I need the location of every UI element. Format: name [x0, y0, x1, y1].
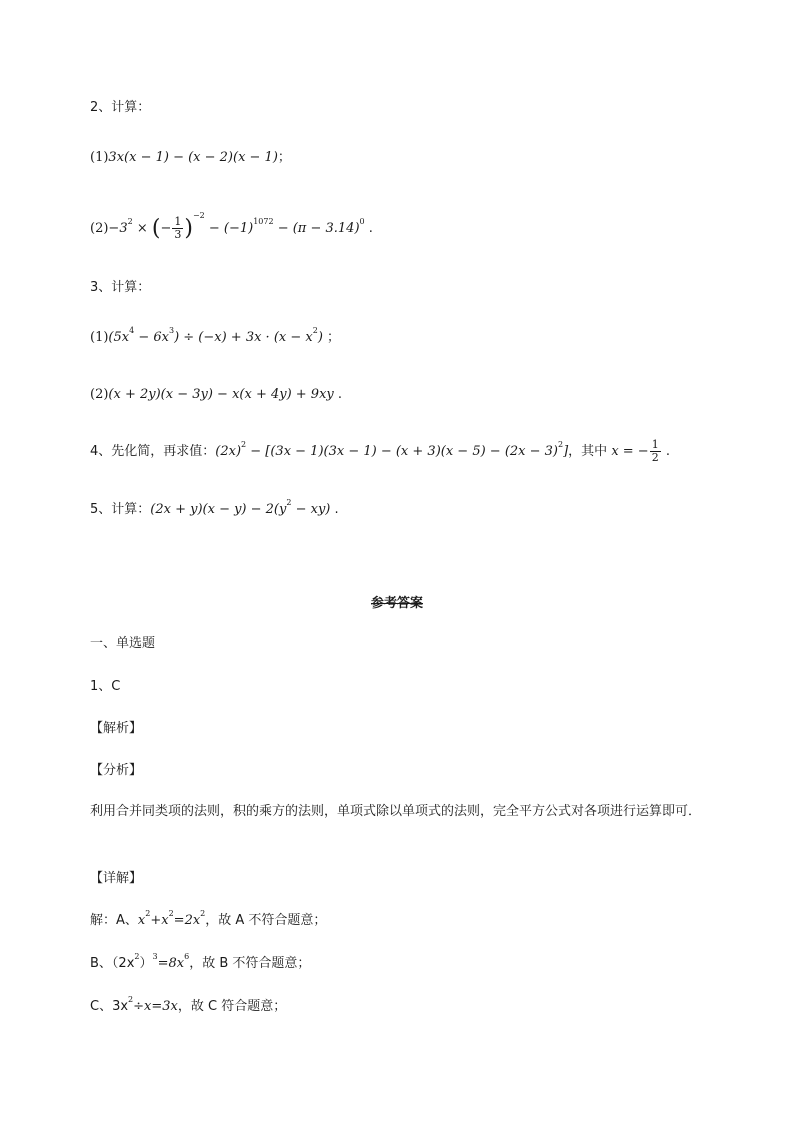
expression: 3x [108, 150, 125, 165]
solution-line-a [90, 911, 326, 931]
minus-sign: − [160, 221, 172, 236]
exponent: 2 [127, 217, 133, 226]
answers-heading-text: 参考答案 [370, 596, 423, 611]
expression: (2x) [215, 444, 242, 459]
exponent: 2 [200, 909, 206, 918]
exponent: 2 [241, 440, 247, 449]
solution-line-b [90, 954, 310, 974]
part-label: (2) [90, 221, 109, 236]
expression: − [(3x − 1)(3x − 1) − (x + 3)(x − 5) − (2x − 3) [246, 444, 558, 459]
exponent: 2 [558, 440, 564, 449]
numerator: 1 [174, 215, 182, 228]
detail-tag: 【详解】 [90, 871, 143, 886]
expression: x = − [611, 444, 649, 459]
expression: ) ÷ (−x) + 3x · (x − x [174, 330, 313, 345]
exponent: 2 [128, 995, 134, 1004]
punctuation: . [333, 387, 343, 402]
punctuation: . [661, 444, 670, 459]
expression: (x − 1) − (x − 2)(x − 1) [124, 150, 278, 165]
analysis-tag: 【解析】 [90, 721, 143, 736]
punctuation: ； [322, 330, 341, 345]
expression: =2x [173, 913, 201, 928]
exponent: 2 [145, 909, 151, 918]
problem-prefix: 4、先化简，再求值： [90, 444, 216, 459]
problem-3-title: 3、计算： [90, 280, 151, 295]
expression: (x + 2y)(x − 3y) − x(x + 4y) + 9xy [108, 387, 334, 402]
fenxi-text: 利用合并同类项的法则，积的乘方的法则，单项式除以单项式的法则，完全平方公式对各项进行运算即可． [90, 804, 702, 819]
exponent: 6 [184, 952, 190, 961]
expression: − 6x [134, 330, 169, 345]
operator: × [132, 221, 152, 236]
problem-5 [90, 500, 339, 520]
fraction [172, 216, 183, 241]
exponent: −2 [192, 211, 205, 220]
fraction [650, 439, 661, 464]
paren-close: ) [184, 216, 193, 241]
exponent: 3 [152, 952, 158, 961]
problem-4 [90, 437, 670, 467]
punctuation: ； [277, 150, 291, 165]
denominator: 3 [174, 228, 182, 241]
punctuation: . [364, 221, 373, 236]
denominator: 2 [651, 451, 659, 464]
expression: (5x [108, 330, 130, 345]
connector-text: ，其中 [568, 444, 612, 459]
problem-2-title: 2、计算： [90, 100, 151, 115]
exponent: 2 [312, 326, 318, 335]
line-prefix: C、3x [90, 999, 129, 1014]
exponent: 2 [286, 498, 292, 507]
numerator: 1 [651, 438, 659, 451]
line-tail: ，故 B 不符合题意； [189, 956, 311, 971]
line-prefix: B、（2x [90, 956, 135, 971]
expression: −3 [108, 221, 128, 236]
expression: x [137, 913, 146, 928]
problem-2-part-1 [90, 148, 291, 168]
solution-line-c [90, 997, 286, 1017]
part-label: (1) [90, 330, 109, 345]
part-label: (1) [90, 150, 109, 165]
expression: +x [150, 913, 169, 928]
expression: (2x + y)(x − y) − 2(y [150, 502, 287, 517]
line-tail: ，故 A 不符合题意； [205, 913, 327, 928]
exponent: 2 [134, 952, 140, 961]
line-tail: ，故 C 符合题意； [177, 999, 287, 1014]
expression: ) [317, 330, 323, 345]
punctuation: . [330, 502, 339, 517]
expression: ÷x=3x [133, 999, 178, 1014]
answer-1: 1、C [90, 679, 121, 694]
paren-open: ( [151, 216, 161, 241]
exponent: 4 [129, 326, 135, 335]
expression: =8x [157, 956, 185, 971]
answers-heading [0, 592, 794, 611]
expression: − xy) [291, 502, 331, 517]
expression: − (π − 3.14) [273, 221, 360, 236]
problem-3-part-1 [90, 328, 340, 348]
line-prefix: 解：A、 [90, 913, 138, 928]
expression: ） [139, 956, 153, 971]
expression: ] [563, 444, 569, 459]
exponent: 0 [359, 217, 365, 226]
exponent: 3 [168, 326, 175, 335]
expression: − (−1) [204, 221, 254, 236]
problem-3-part-2 [90, 385, 342, 405]
exponent: 1072 [253, 217, 274, 226]
problem-prefix: 5、计算： [90, 502, 151, 517]
part-label: (2) [90, 387, 109, 402]
section-title: 一、单选题 [90, 636, 156, 651]
problem-2-part-2 [90, 211, 373, 244]
fenxi-tag: 【分析】 [90, 763, 143, 778]
exponent: 2 [168, 909, 174, 918]
